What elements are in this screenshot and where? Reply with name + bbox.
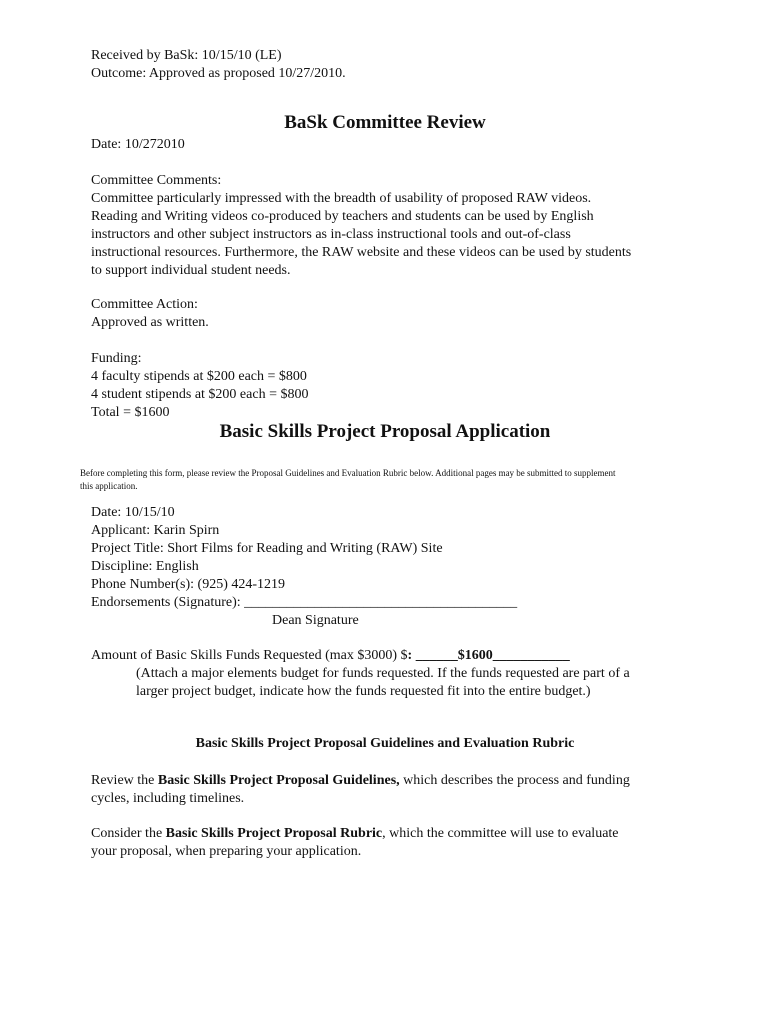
- dean-signature-label: Dean Signature: [272, 613, 359, 628]
- attach-note: larger project budget, indicate how the funds requested fit into the entire budget.): [136, 684, 591, 699]
- review-prefix: Review the: [91, 773, 158, 788]
- action-value: Approved as written.: [91, 315, 209, 330]
- application-title: Basic Skills Project Proposal Application: [219, 421, 551, 442]
- review-date: Date: 10/272010: [91, 137, 185, 152]
- intro-line: this application.: [80, 481, 138, 491]
- guidelines-doc-name: Basic Skills Project Proposal Guidelines,: [157, 773, 400, 788]
- received-line: Received by BaSk: 10/15/10 (LE): [91, 48, 282, 63]
- review-guidelines-text: [91, 772, 630, 790]
- endorsements-signature: Endorsements (Signature): _______________________________________: [91, 595, 518, 610]
- amount-label: Amount of Basic Skills Funds Requested (max $3000) $: [91, 648, 408, 663]
- project-title: Project Title: Short Films for Reading and Writing (RAW) Site: [91, 541, 443, 556]
- review-suffix: which describes the process and funding: [399, 773, 630, 788]
- comments-line: Committee particularly impressed with the breadth of usability of proposed RAW videos.: [91, 191, 592, 206]
- rubric-doc-name: Basic Skills Project Proposal Rubric: [165, 826, 383, 841]
- consider-suffix: , which the committee will use to evaluate: [382, 826, 619, 841]
- comments-label: Committee Comments:: [91, 173, 222, 188]
- funding-label: Funding:: [91, 351, 142, 366]
- application-intro: [80, 467, 700, 493]
- funding-line: 4 faculty stipends at $200 each = $800: [91, 369, 307, 384]
- consider-rubric-text: [91, 825, 619, 843]
- intro-line: Before completing this form, please review the Proposal Guidelines and Evaluation Rubric below. Additional pages may be submitted to supplement: [80, 468, 616, 478]
- amount-value: : ______$1600___________: [407, 648, 570, 663]
- review-title: BaSk Committee Review: [284, 112, 486, 133]
- guidelines-title: Basic Skills Project Proposal Guidelines and Evaluation Rubric: [195, 736, 575, 751]
- application-date: Date: 10/15/10: [91, 505, 175, 520]
- amount-requested: [91, 647, 570, 665]
- consider-rubric-text-2: your proposal, when preparing your application.: [91, 844, 362, 859]
- consider-prefix: Consider the: [91, 826, 166, 841]
- comments-line: to support individual student needs.: [91, 263, 291, 278]
- action-label: Committee Action:: [91, 297, 198, 312]
- funding-line: 4 student stipends at $200 each = $800: [91, 387, 309, 402]
- applicant: Applicant: Karin Spirn: [91, 523, 220, 538]
- funding-total: Total = $1600: [91, 405, 170, 420]
- attach-note: (Attach a major elements budget for funds requested. If the funds requested are part of a: [136, 666, 630, 681]
- comments-line: instructors and other subject instructors as in-class instructional tools and out-of-class: [91, 227, 571, 242]
- outcome-line: Outcome: Approved as proposed 10/27/2010.: [91, 66, 346, 81]
- discipline: Discipline: English: [91, 559, 199, 574]
- phone-number: Phone Number(s): (925) 424-1219: [91, 577, 286, 592]
- comments-line: instructional resources. Furthermore, the RAW website and these videos can be used by students: [91, 245, 632, 260]
- review-guidelines-text-2: cycles, including timelines.: [91, 791, 245, 806]
- comments-line: Reading and Writing videos co-produced by teachers and students can be used by English: [91, 209, 594, 224]
